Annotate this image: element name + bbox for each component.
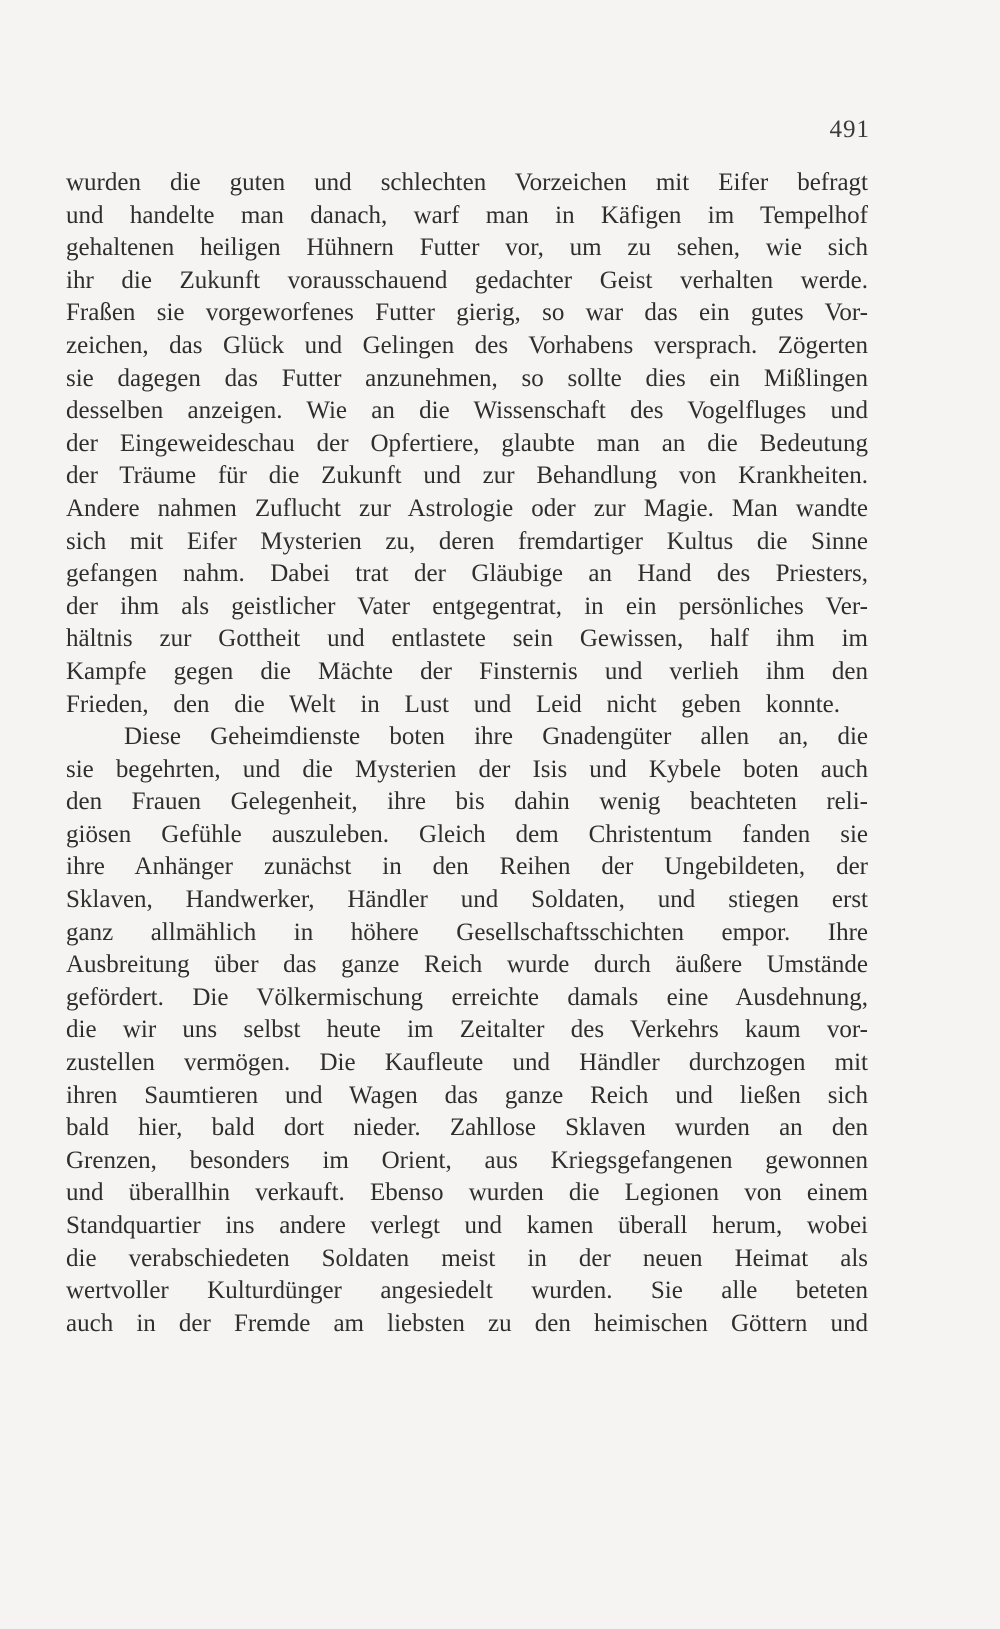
text-line: der Eingeweideschau der Opfertiere, glaubte man an die Bedeutung	[66, 429, 868, 457]
text-line: der Träume für die Zukunft und zur Behandlung von Krankheiten.	[66, 462, 868, 490]
text-line: hältnis zur Gottheit und entlastete sein Gewissen, half ihm im	[66, 625, 868, 653]
text-line: Standquartier ins andere verlegt und kamen überall herum, wobei	[66, 1212, 868, 1239]
text-line: der ihm als geistlicher Vater entgegentrat, in ein persönliches Ver-	[66, 592, 868, 620]
text-line: und überallhin verkauft. Ebenso wurden die Legionen von einem	[66, 1179, 868, 1207]
text-line: ganz allmählich in höhere Gesellschaftsschichten empor. Ihre	[66, 918, 868, 946]
text-line: Ausbreitung über das ganze Reich wurde durch äußere Umstände	[66, 951, 868, 979]
text-line: Sklaven, Handwerker, Händler und Soldaten, und stiegen erst	[66, 886, 868, 914]
text-line: Grenzen, besonders im Orient, aus Kriegsgefangenen gewonnen	[66, 1146, 868, 1174]
text-line: Frieden, den die Welt in Lust und Leid nicht geben konnte.	[66, 690, 840, 718]
text-line: und handelte man danach, warf man in Käfigen im Tempelhof	[66, 201, 868, 229]
text-line: desselben anzeigen. Wie an die Wissenschaft des Vogelfluges und	[66, 397, 868, 425]
text-line: gefangen nahm. Dabei trat der Gläubige an Hand des Priesters,	[66, 560, 868, 588]
text-line: zustellen vermögen. Die Kaufleute und Händler durchzogen mit	[66, 1049, 868, 1077]
text-line: wertvoller Kulturdünger angesiedelt wurden. Sie alle beteten	[66, 1277, 868, 1305]
text-line: ihren Saumtieren und Wagen das ganze Reich und ließen sich	[66, 1081, 868, 1109]
text-line: den Frauen Gelegenheit, ihre bis dahin wenig beachteten reli-	[66, 788, 868, 816]
text-line: sie dagegen das Futter anzunehmen, so sollte dies ein Mißlingen	[66, 364, 868, 392]
text-line: sie begehrten, und die Mysterien der Isis und Kybele boten auch	[66, 755, 868, 783]
text-line: Fraßen sie vorgeworfenes Futter gierig, so war das ein gutes Vor-	[66, 299, 868, 327]
text-line: Kampfe gegen die Mächte der Finsternis und verlieh ihm den	[66, 657, 868, 685]
text-line: Diese Geheimdienste boten ihre Gnadengüter allen an, die	[124, 723, 868, 751]
text-line: Andere nahmen Zuflucht zur Astrologie oder zur Magie. Man wandte	[66, 494, 868, 522]
body-text	[66, 167, 868, 1340]
text-line: sich mit Eifer Mysterien zu, deren fremdartiger Kultus die Sinne	[66, 527, 868, 555]
text-line: die verabschiedeten Soldaten meist in der neuen Heimat als	[66, 1244, 868, 1272]
text-line: auch in der Fremde am liebsten zu den heimischen Göttern und	[66, 1309, 868, 1337]
text-line: giösen Gefühle auszuleben. Gleich dem Christentum fanden sie	[66, 820, 868, 848]
text-line: ihre Anhänger zunächst in den Reihen der Ungebildeten, der	[66, 853, 868, 881]
page-number: 491	[829, 116, 870, 143]
text-line: gehaltenen heiligen Hühnern Futter vor, um zu sehen, wie sich	[66, 234, 868, 262]
text-line: zeichen, das Glück und Gelingen des Vorhabens versprach. Zögerten	[66, 331, 868, 359]
text-line: bald hier, bald dort nieder. Zahllose Sklaven wurden an den	[66, 1114, 868, 1142]
text-line: wurden die guten und schlechten Vorzeichen mit Eifer befragt	[66, 169, 868, 196]
text-line: ihr die Zukunft vorausschauend gedachter Geist verhalten werde.	[66, 266, 868, 294]
text-line: gefördert. Die Völkermischung erreichte damals eine Ausdehnung,	[66, 983, 868, 1011]
text-line: die wir uns selbst heute im Zeitalter des Verkehrs kaum vor-	[66, 1016, 868, 1044]
